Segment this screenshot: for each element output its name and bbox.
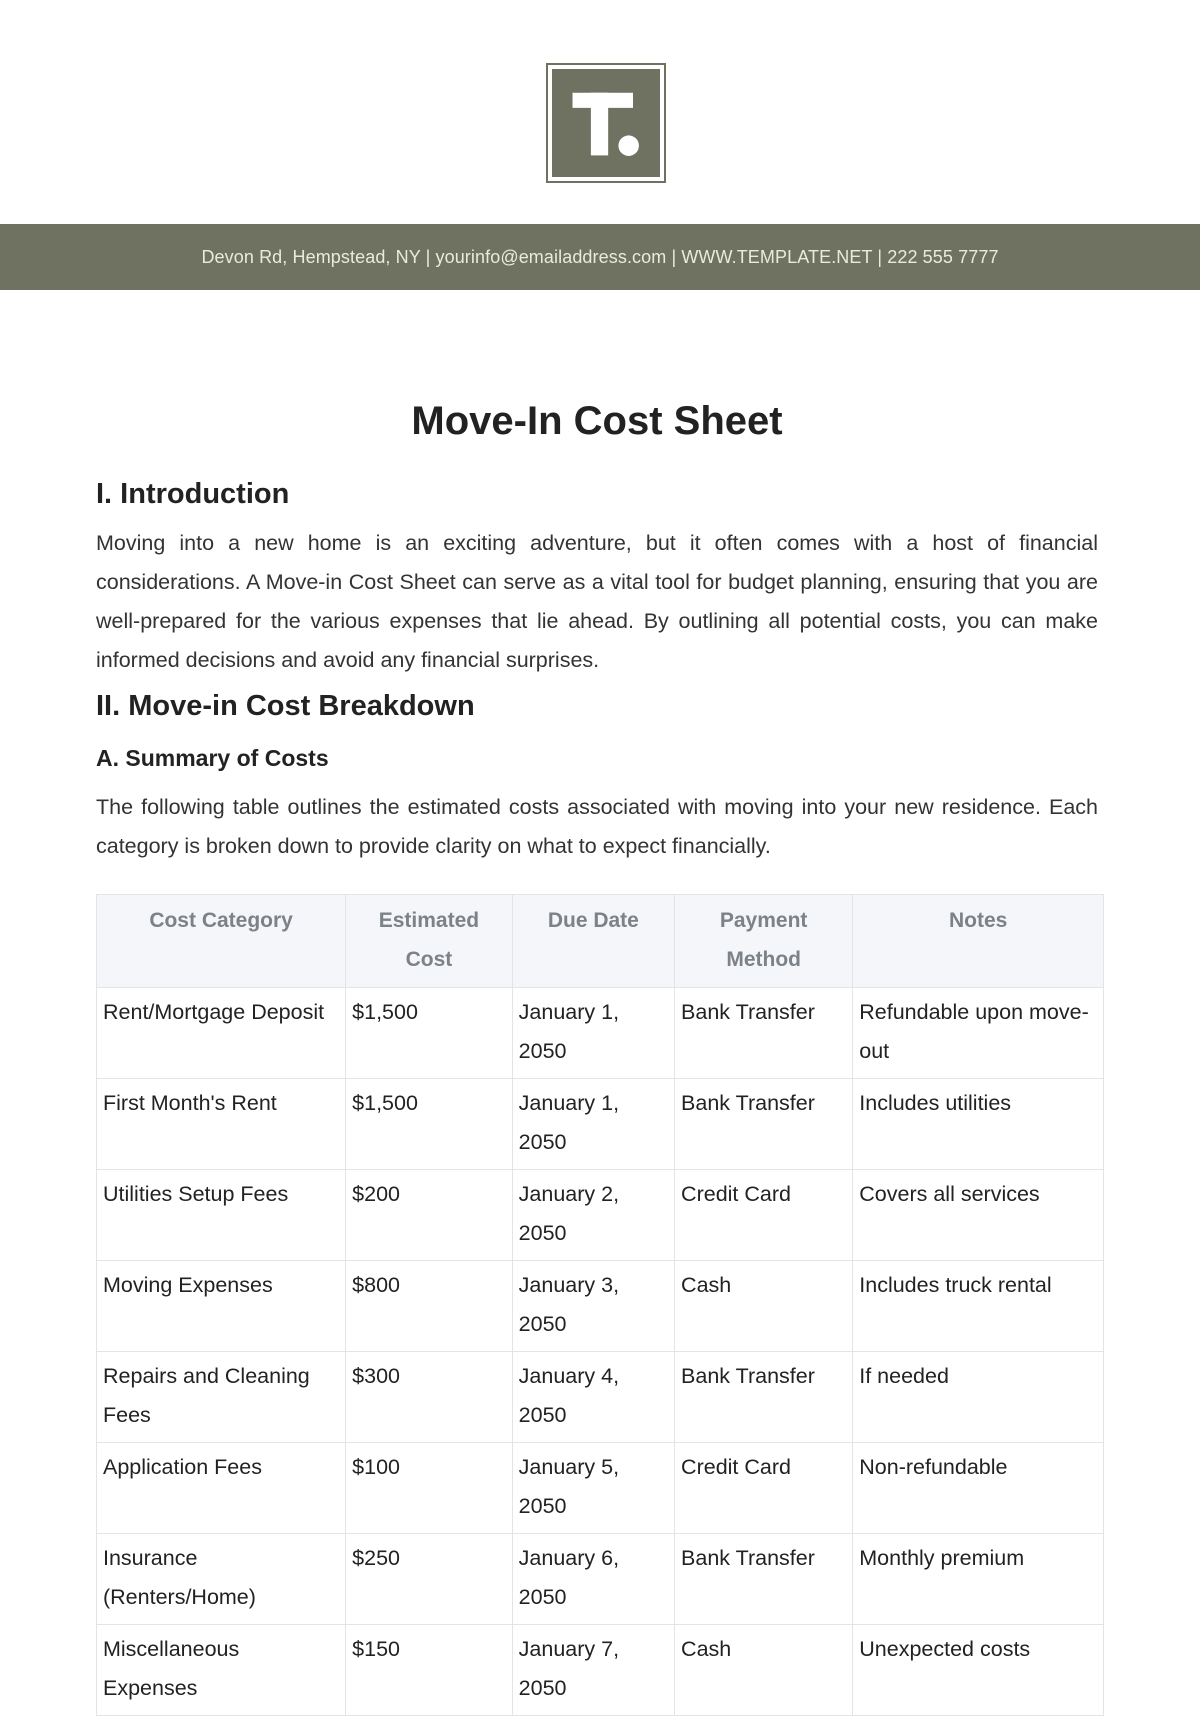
summary-heading: A. Summary of Costs: [96, 745, 329, 771]
header-payment-method: Payment Method: [675, 895, 853, 988]
cell-notes: Covers all services: [853, 1170, 1104, 1261]
cell-payment-method: Bank Transfer: [675, 1352, 853, 1443]
breakdown-heading: II. Move-in Cost Breakdown: [96, 690, 475, 722]
document-body: [96, 386, 1098, 1716]
cell-due-date: January 2, 2050: [512, 1170, 674, 1261]
table-row: [97, 1443, 1104, 1534]
cell-due-date: January 7, 2050: [512, 1625, 674, 1716]
cell-due-date: January 1, 2050: [512, 1079, 674, 1170]
cell-notes: Unexpected costs: [853, 1625, 1104, 1716]
contact-banner: [0, 224, 1200, 290]
cell-notes: Non-refundable: [853, 1443, 1104, 1534]
cell-estimated-cost: $1,500: [346, 988, 512, 1079]
contact-line: Devon Rd, Hempstead, NY | yourinfo@emailaddress.com | WWW.TEMPLATE.NET | 222 555 7777: [201, 246, 999, 267]
cell-payment-method: Cash: [675, 1261, 853, 1352]
cell-payment-method: Bank Transfer: [675, 988, 853, 1079]
cell-cost-category: Insurance (Renters/Home): [97, 1534, 346, 1625]
table-row: [97, 1170, 1104, 1261]
cell-due-date: January 4, 2050: [512, 1352, 674, 1443]
cell-notes: Includes utilities: [853, 1079, 1104, 1170]
cell-estimated-cost: $150: [346, 1625, 512, 1716]
cell-notes: Monthly premium: [853, 1534, 1104, 1625]
table-row: [97, 1079, 1104, 1170]
header-estimated-cost: Estimated Cost: [346, 895, 512, 988]
cell-payment-method: Bank Transfer: [675, 1534, 853, 1625]
header-due-date: Due Date: [512, 895, 674, 988]
cell-cost-category: First Month's Rent: [97, 1079, 346, 1170]
cell-cost-category: Miscellaneous Expenses: [97, 1625, 346, 1716]
cell-cost-category: Rent/Mortgage Deposit: [97, 988, 346, 1079]
cell-payment-method: Credit Card: [675, 1443, 853, 1534]
summary-paragraph: The following table outlines the estimated costs associated with moving into your new residence. Each category is broken down to provide clarity on what to expect financially.: [96, 795, 1098, 858]
logo-mark: [552, 69, 660, 177]
cell-due-date: January 5, 2050: [512, 1443, 674, 1534]
cell-notes: If needed: [853, 1352, 1104, 1443]
cell-estimated-cost: $200: [346, 1170, 512, 1261]
cell-cost-category: Utilities Setup Fees: [97, 1170, 346, 1261]
cell-payment-method: Cash: [675, 1625, 853, 1716]
cell-due-date: January 1, 2050: [512, 988, 674, 1079]
table-row: [97, 988, 1104, 1079]
header-notes: Notes: [853, 895, 1104, 988]
cell-notes: Refundable upon move-out: [853, 988, 1104, 1079]
header-cost-category: Cost Category: [97, 895, 346, 988]
intro-heading: I. Introduction: [96, 478, 290, 510]
cell-cost-category: Repairs and Cleaning Fees: [97, 1352, 346, 1443]
cell-estimated-cost: $1,500: [346, 1079, 512, 1170]
cell-payment-method: Credit Card: [675, 1170, 853, 1261]
document-title: Move-In Cost Sheet: [411, 399, 783, 443]
cell-estimated-cost: $300: [346, 1352, 512, 1443]
table-row: [97, 1625, 1104, 1716]
cell-notes: Includes truck rental: [853, 1261, 1104, 1352]
cell-cost-category: Moving Expenses: [97, 1261, 346, 1352]
table-header-row: [97, 895, 1104, 988]
intro-paragraph: Moving into a new home is an exciting adventure, but it often comes with a host of financial considerations. A Move-in Cost Sheet can serve as a vital tool for budget planning, ensuring that you are well-prepared for the various expenses that lie ahead. By outlining all potential costs, you can make informed decisions and avoid any financial surprises.: [96, 531, 1098, 672]
table-row: [97, 1352, 1104, 1443]
cell-estimated-cost: $250: [346, 1534, 512, 1625]
cell-payment-method: Bank Transfer: [675, 1079, 853, 1170]
cell-due-date: January 3, 2050: [512, 1261, 674, 1352]
cell-estimated-cost: $100: [346, 1443, 512, 1534]
logo-t-icon: [552, 69, 660, 177]
cell-due-date: January 6, 2050: [512, 1534, 674, 1625]
table-row: [97, 1261, 1104, 1352]
cell-cost-category: Application Fees: [97, 1443, 346, 1534]
cost-table: [96, 894, 1104, 1716]
table-row: [97, 1534, 1104, 1625]
company-logo: [546, 63, 666, 183]
cell-estimated-cost: $800: [346, 1261, 512, 1352]
